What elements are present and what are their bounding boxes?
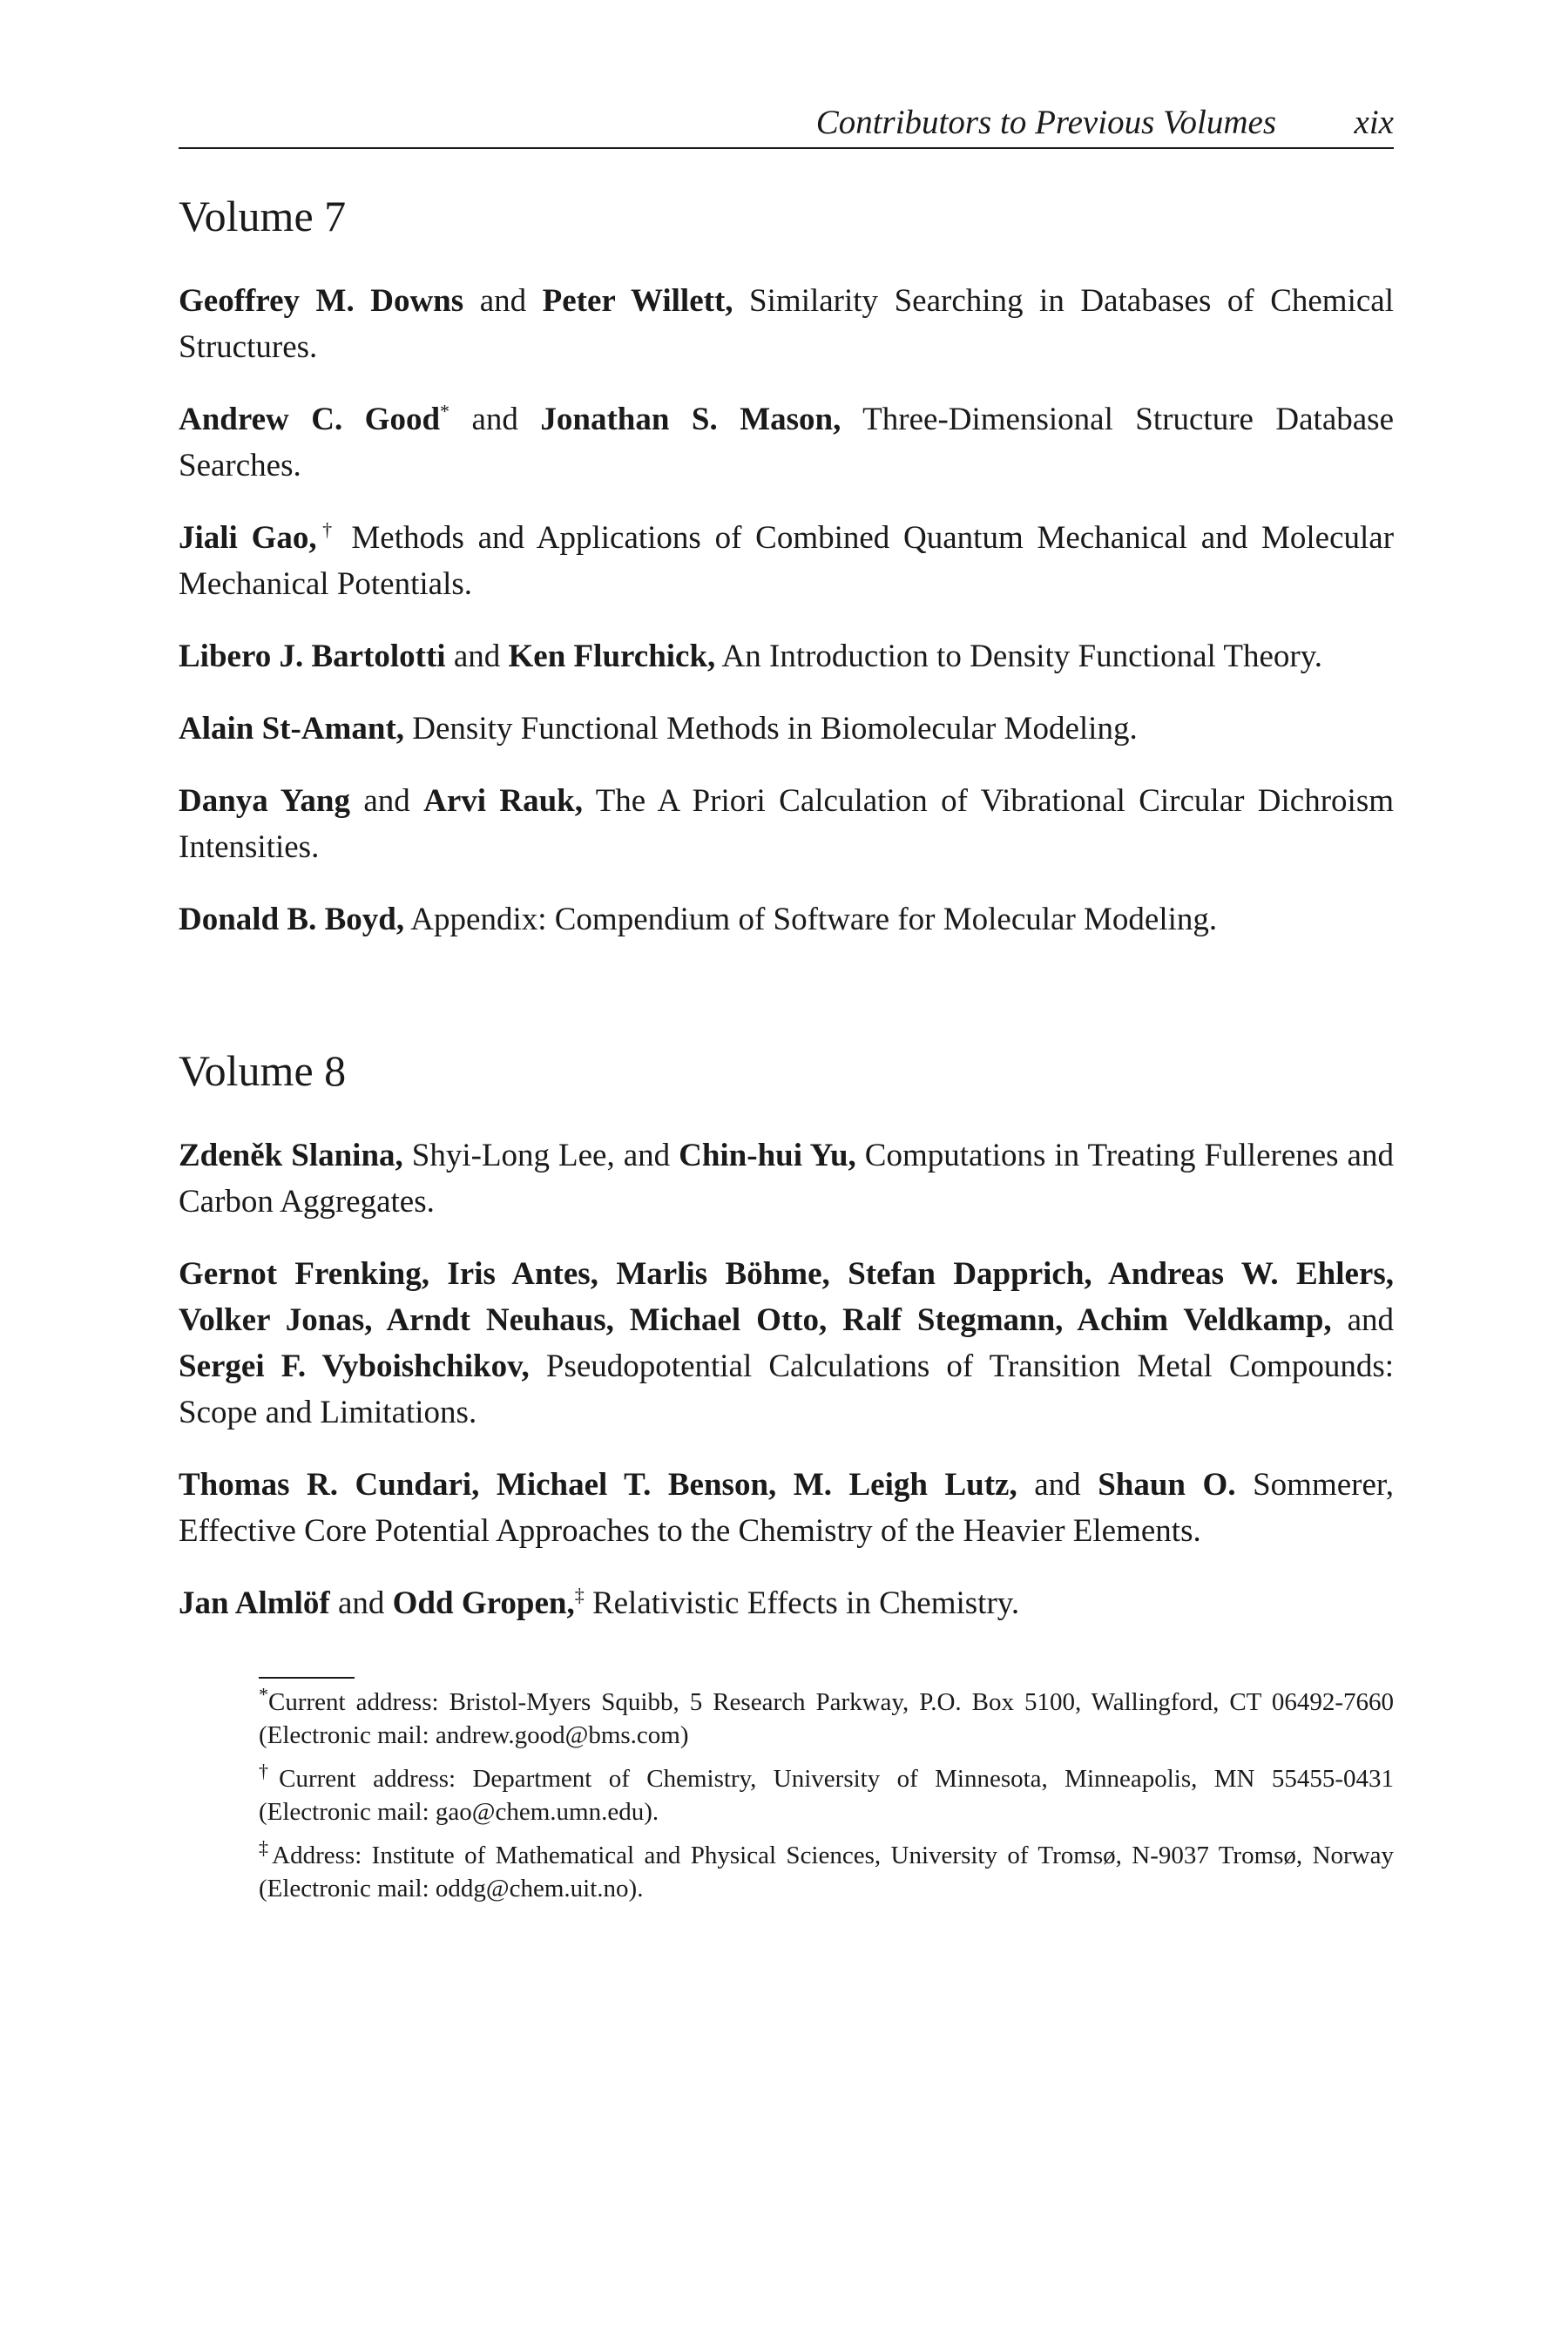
entry-title: Computations in Treating Fullerenes and Carbon Aggregates.: [179, 1138, 1394, 1220]
contributor-entry: [179, 896, 1394, 943]
entry-title: Density Functional Methods in Biomolecular Modeling.: [404, 711, 1138, 747]
author-name: Ken Flurchick,: [508, 639, 716, 674]
footnote-mark: ‡: [259, 1836, 273, 1859]
author-name: Thomas R. Cundari, Michael T. Benson, M. Leigh Lutz,: [179, 1467, 1017, 1503]
entry-text: and: [463, 283, 543, 319]
footnotes: [179, 1677, 1394, 1905]
author-name: Danya Yang: [179, 783, 350, 819]
author-name: Jan Almlöf: [179, 1585, 330, 1621]
contributor-entry: [179, 778, 1394, 870]
author-name: Jonathan S. Mason,: [540, 402, 841, 437]
entry-title: Pseudopotential Calculations of Transition Metal Compounds: Scope and Limitations.: [179, 1348, 1395, 1430]
running-head: [179, 91, 1394, 149]
contributor-entry: [179, 1132, 1394, 1225]
page-number: xix: [1354, 104, 1394, 141]
author-name: Zdeněk Slanina,: [179, 1138, 403, 1173]
footnote-mark: †: [316, 518, 338, 541]
volume-8-heading: Volume 8: [179, 1046, 347, 1095]
entry-title: Three-Dimensional Structure Database Searches.: [179, 402, 1394, 483]
contributor-entry: [179, 278, 1394, 370]
entry-title: Similarity Searching in Databases of Chemical Structures.: [179, 283, 1394, 365]
contributor-entry: [179, 1251, 1394, 1436]
author-name: Odd Gropen,: [392, 1585, 575, 1621]
contributor-entry: [179, 396, 1394, 489]
page: [179, 91, 1394, 2304]
author-name: Sergei F. Vyboishchikov,: [179, 1348, 530, 1384]
author-name: Chin-hui Yu,: [679, 1138, 856, 1173]
contributor-entry: [179, 633, 1394, 679]
contributor-entry: [179, 1580, 1394, 1626]
author-name: Jiali Gao,: [179, 520, 317, 556]
entry-text: and: [1017, 1467, 1098, 1503]
footnote-text: Current address: Department of Chemistry, University of Minnesota, Minneapolis, MN 55455-0431 (Electronic mail: gao@chem.umn.edu).: [259, 1765, 1395, 1826]
author-name: Peter Willett,: [542, 283, 733, 319]
entry-title: The A Priori Calculation of Vibrational Circular Dichroism Intensities.: [179, 783, 1394, 865]
footnote-mark: *: [259, 1683, 268, 1706]
entry-title: Methods and Applications of Combined Quantum Mechanical and Molecular Mechanical Potentials.: [179, 520, 1395, 602]
author-name: Andrew C. Good: [179, 402, 441, 437]
author-name: Geoffrey M. Downs: [179, 283, 464, 319]
footnote: [259, 1836, 1394, 1905]
footnote-text: Address: Institute of Mathematical and Physical Sciences, University of Tromsø, N-9037 Tromsø, Norway (Electronic mail: oddg@chem.uit.no).: [259, 1842, 1394, 1903]
entry-text: and: [449, 402, 541, 437]
footnote-mark: *: [440, 400, 450, 422]
footnote-text: Current address: Bristol-Myers Squibb, 5 Research Parkway, P.O. Box 5100, Wallingford, CT 06492-7660 (Electronic mail: andrew.good@bms.com): [259, 1688, 1394, 1749]
author-name: Donald B. Boyd,: [179, 902, 405, 937]
contributor-entry: [179, 1462, 1394, 1554]
author-name: Shaun O.: [1098, 1467, 1236, 1503]
entry-title: Appendix: Compendium of Software for Molecular Modeling.: [404, 902, 1218, 937]
footnote-mark: ‡: [574, 1584, 585, 1606]
contributor-entry: [179, 515, 1394, 607]
entry-title: An Introduction to Density Functional Theory.: [715, 639, 1323, 674]
entry-text: and: [329, 1585, 393, 1621]
footnote: [259, 1683, 1394, 1752]
author-name: Arvi Rauk,: [423, 783, 584, 819]
footnote-rule: [259, 1677, 355, 1679]
footnote: [259, 1762, 1394, 1828]
author-name: Alain St-Amant,: [179, 711, 405, 747]
entry-title: Relativistic Effects in Chemistry.: [584, 1585, 1020, 1621]
running-head-title: Contributors to Previous Volumes: [815, 104, 1276, 141]
entry-text: and: [1331, 1302, 1394, 1338]
entry-text: and: [445, 639, 509, 674]
footnote-mark: †: [259, 1760, 280, 1782]
author-name: Libero J. Bartolotti: [179, 639, 446, 674]
contributor-entry: [179, 706, 1394, 752]
entry-text: Shyi-Long Lee, and: [402, 1138, 679, 1173]
author-name: Gernot Frenking, Iris Antes, Marlis Böhme, Stefan Dapprich, Andreas W. Ehlers, Volker Jonas, Arndt Neuhaus, Michael Otto, Ralf Stegmann, Achim Veldkamp,: [179, 1256, 1394, 1338]
entry-text: and: [349, 783, 424, 819]
volume-7-heading: Volume 7: [179, 192, 347, 240]
entry-title: Sommerer, Effective Core Potential Approaches to the Chemistry of the Heavier Elements.: [179, 1467, 1394, 1549]
